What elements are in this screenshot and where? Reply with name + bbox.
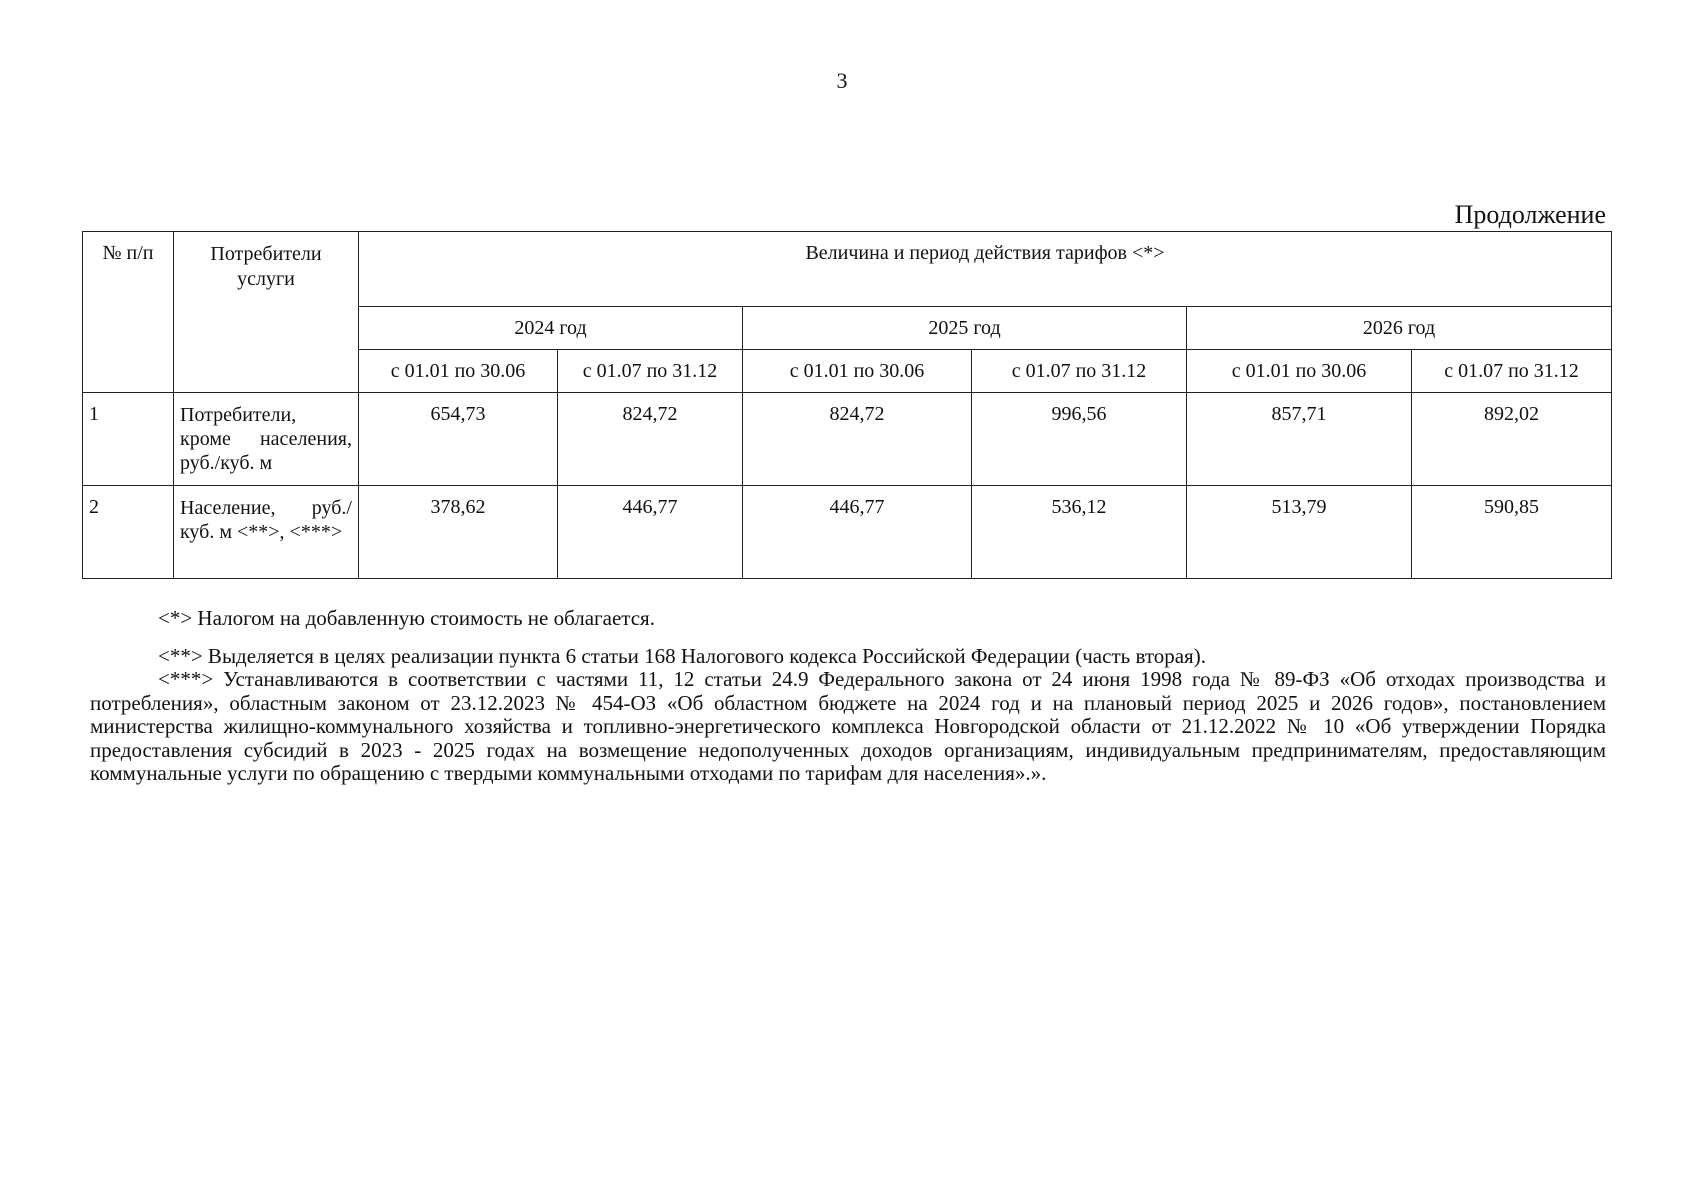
row-consumer: Потребители, кроме населения, руб./куб. м [174, 393, 359, 486]
year-header: 2025 год [743, 307, 1187, 350]
tariff-value: 857,71 [1187, 393, 1412, 486]
period-header: с 01.07 по 31.12 [972, 350, 1187, 393]
footnote-legal-basis: <***> Устанавливаются в соответствии с частями 11, 12 статьи 24.9 Федерального закона от 24 июня 1998 года № 89-ФЗ «Об отходах производства и потребления», областным законом от 23.12.2023 № 454-ОЗ «Об областном бюджете на 2024 год и на плановый период 2025 и 2026 годов», постановлением министерства жилищно-коммунального хозяйства и топливно-энергетического комплекса Новгородской области от 21.12.2022 № 10 «Об утверждении Порядка предоставления субсидий в 2023 - 2025 годах на возмещение недополученных доходов организациям, индивидуальным предпринимателям, предоставляющим коммунальные услуги по обращению с твердыми коммунальными отходами по тарифам для населения».». [90, 667, 1606, 785]
period-header: с 01.07 по 31.12 [1412, 350, 1612, 393]
continuation-label: Продолжение [1454, 200, 1606, 229]
table-header-row [83, 232, 1612, 307]
tariff-value: 513,79 [1187, 486, 1412, 579]
footnote-vat: <*> Налогом на добавленную стоимость не облагается. [158, 606, 655, 630]
page-number: 3 [836, 68, 848, 93]
tariff-value: 378,62 [359, 486, 558, 579]
col-number-header: № п/п [83, 232, 174, 393]
tariff-table [82, 231, 1612, 579]
footnotes [90, 607, 1606, 786]
year-header: 2024 год [359, 307, 743, 350]
row-number: 1 [83, 393, 174, 486]
table-row [83, 486, 1612, 579]
row-consumer: Население, руб./куб. м <**>, <***> [174, 486, 359, 579]
tariff-value: 892,02 [1412, 393, 1612, 486]
tariff-value: 446,77 [558, 486, 743, 579]
period-header: с 01.01 по 30.06 [1187, 350, 1412, 393]
tariff-value: 590,85 [1412, 486, 1612, 579]
tariff-value: 536,12 [972, 486, 1187, 579]
row-number: 2 [83, 486, 174, 579]
year-header: 2026 год [1187, 307, 1612, 350]
period-header: с 01.07 по 31.12 [558, 350, 743, 393]
table-row [83, 393, 1612, 486]
tariff-value: 654,73 [359, 393, 558, 486]
period-header: с 01.01 по 30.06 [743, 350, 972, 393]
tariff-value: 996,56 [972, 393, 1187, 486]
tariff-value: 824,72 [558, 393, 743, 486]
period-header: с 01.01 по 30.06 [359, 350, 558, 393]
tariff-value: 824,72 [743, 393, 972, 486]
footnote-tax-code: <**> Выделяется в целях реализации пункта 6 статьи 168 Налогового кодекса Российской Федерации (часть вторая). [158, 643, 1206, 668]
col-consumers-header: Потребители услуги [174, 232, 359, 393]
tariff-main-header: Величина и период действия тарифов <*> [359, 232, 1612, 307]
tariff-value: 446,77 [743, 486, 972, 579]
